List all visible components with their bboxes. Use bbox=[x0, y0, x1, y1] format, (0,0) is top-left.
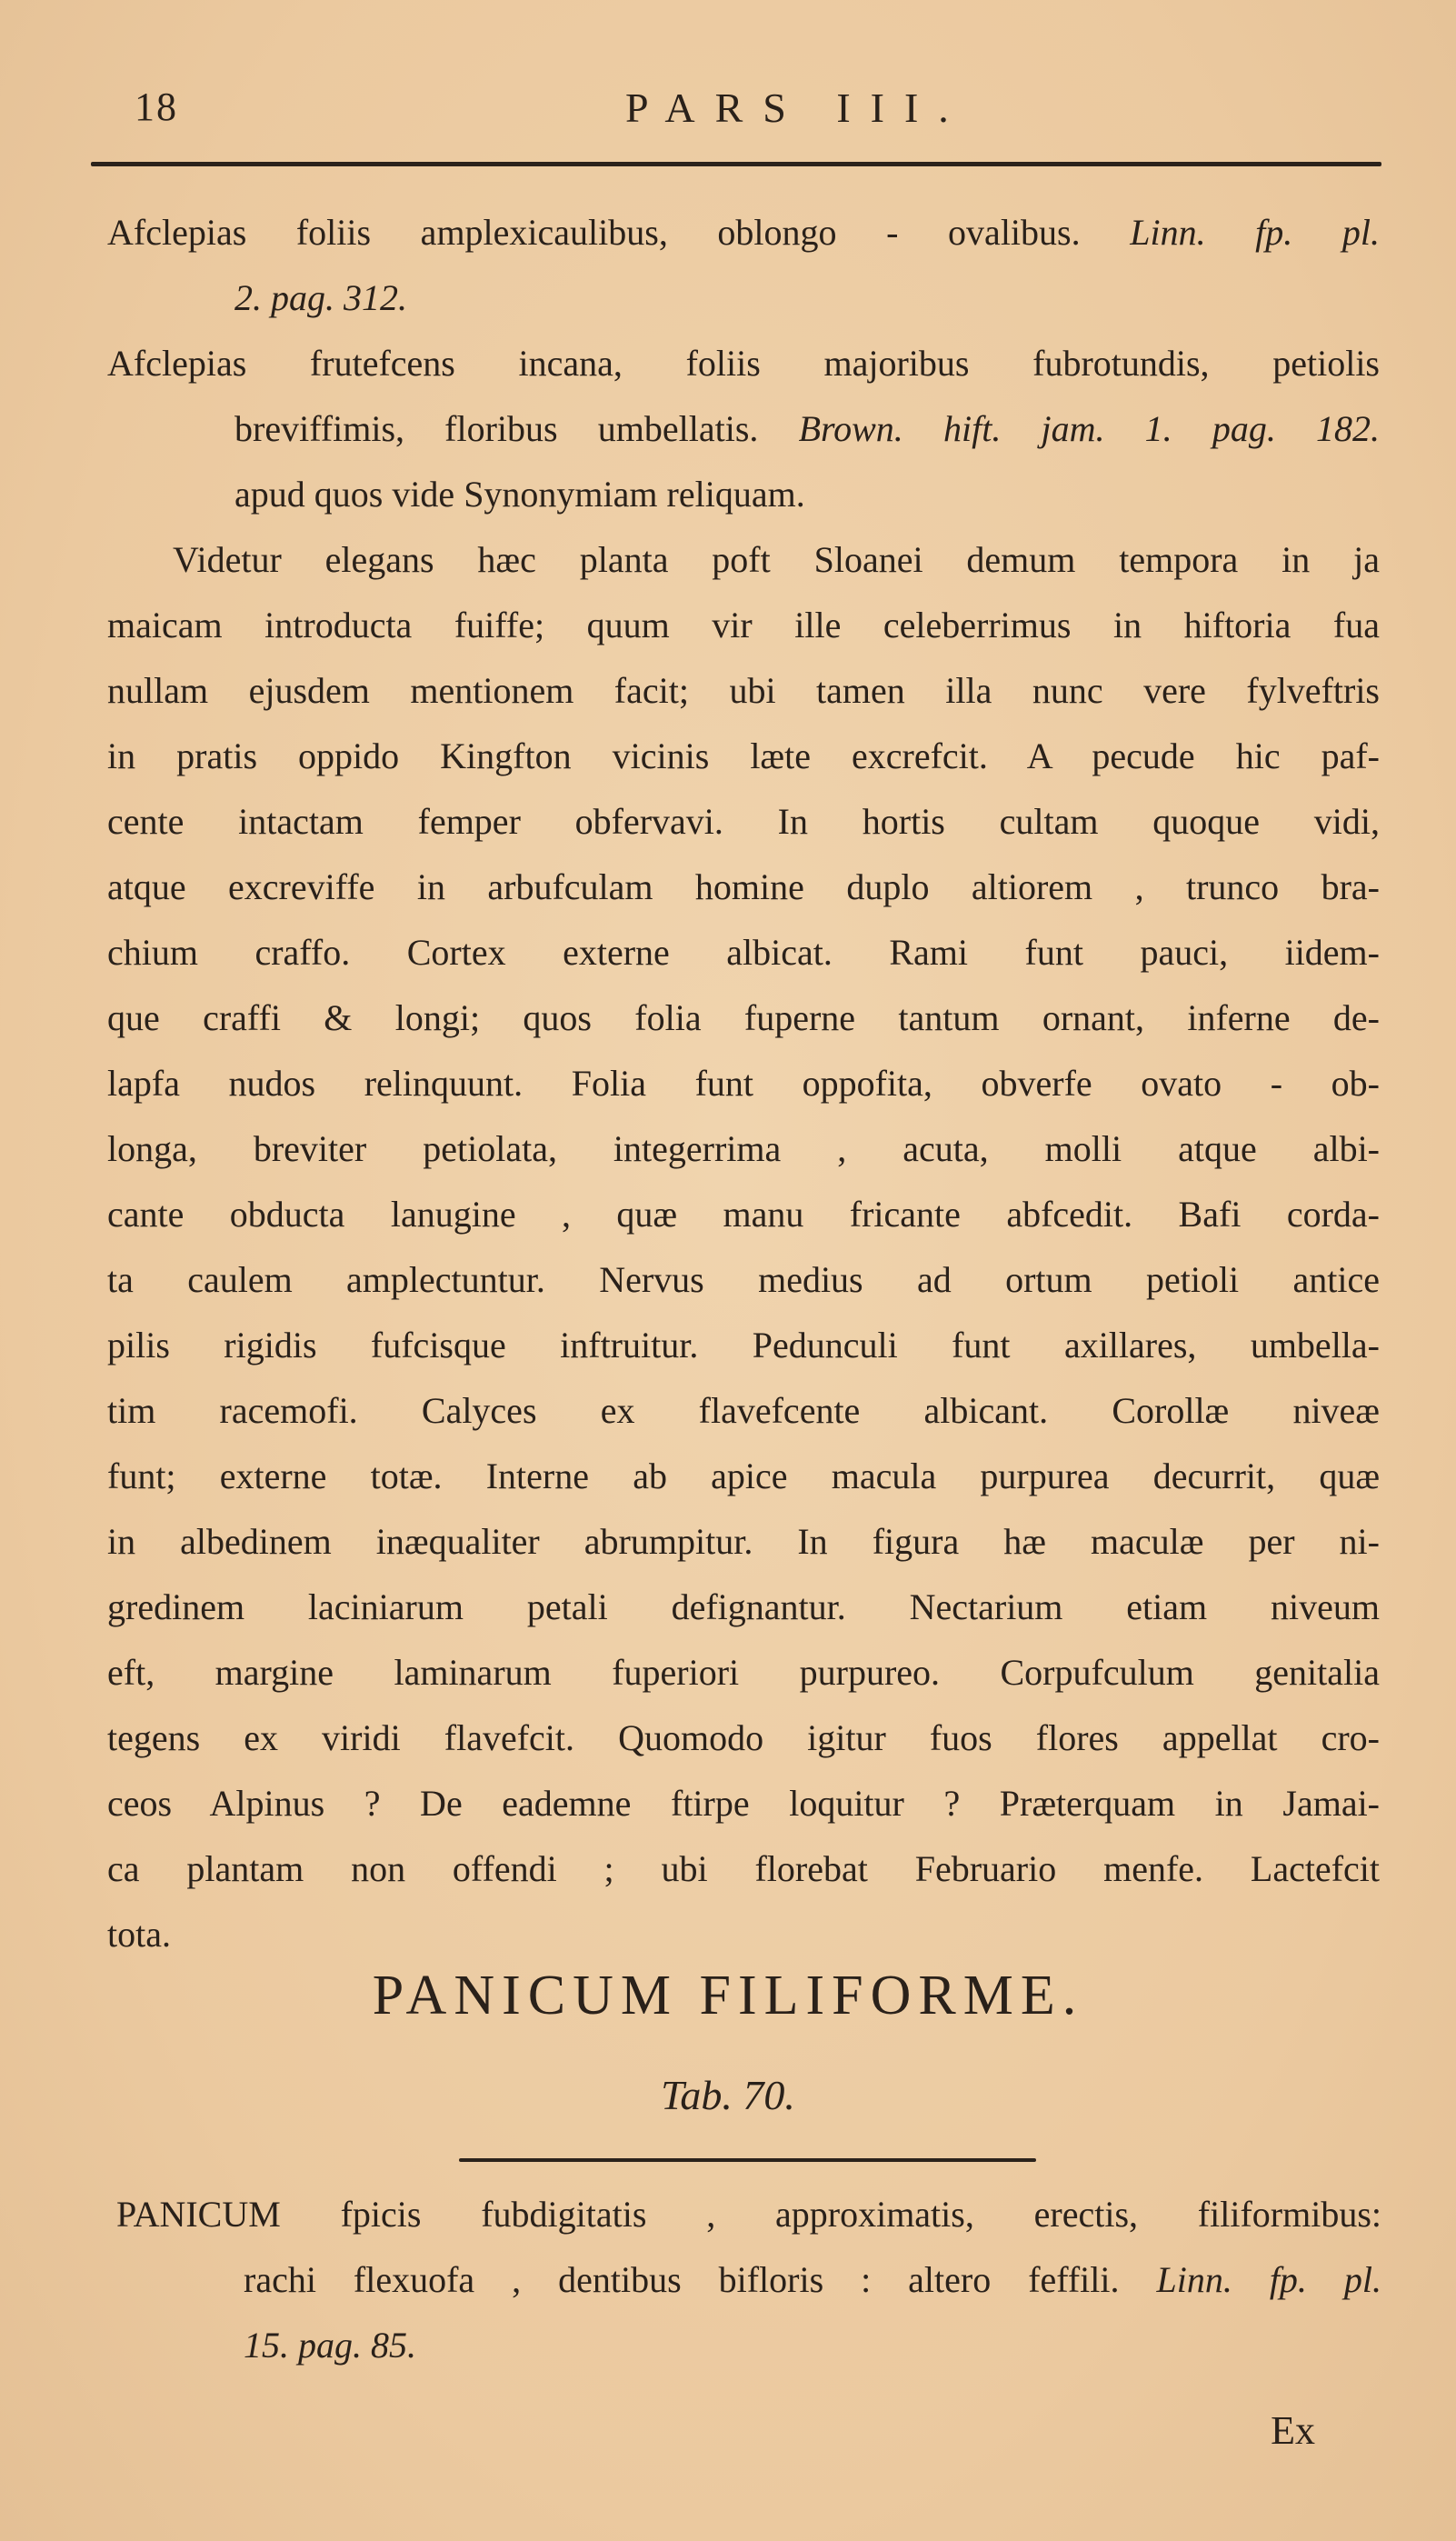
synonym-text: breviffimis, floribus umbellatis. bbox=[234, 408, 759, 449]
panicum-entry bbox=[116, 2182, 1381, 2378]
catchword: Ex bbox=[1271, 2408, 1315, 2453]
description-line: maicam introducta fuiffe; quum vir ille celeberrimus in hiftoria fua bbox=[107, 605, 1380, 645]
synonym-reference: Linn. fp. pl. bbox=[1130, 212, 1380, 253]
page-header bbox=[135, 84, 1381, 138]
synonym-line bbox=[107, 396, 1380, 462]
description-line: funt; externe totæ. Interne ab apice macula purpurea decurrit, quæ bbox=[107, 1456, 1380, 1496]
description-line: nullam ejusdem mentionem facit; ubi tamen illa nunc vere fylveftris bbox=[107, 670, 1380, 711]
description-line: pilis rigidis fufcisque inftruitur. Pedunculi funt axillares, umbella- bbox=[107, 1325, 1380, 1366]
section-rule bbox=[459, 2158, 1036, 2162]
panicum-text: rachi flexuofa , dentibus bifloris : altero feffili. bbox=[244, 2259, 1120, 2300]
synonym-text: Afclepias frutefcens incana, foliis majoribus fubrotundis, petiolis bbox=[107, 343, 1380, 384]
panicum-line bbox=[116, 2247, 1381, 2313]
synonym-reference: Brown. hift. jam. 1. pag. 182. bbox=[798, 408, 1380, 449]
description-line: atque excreviffe in arbufculam homine duplo altiorem , trunco bra- bbox=[107, 866, 1380, 907]
synonym-line bbox=[107, 265, 1380, 331]
header-rule bbox=[91, 162, 1381, 166]
synonym-line bbox=[107, 200, 1380, 265]
panicum-text: PANICUM fpicis fubdigitatis , approximatis, erectis, filiformibus: bbox=[116, 2194, 1381, 2235]
description-line: longa, breviter petiolata, integerrima , acuta, molli atque albi- bbox=[107, 1128, 1380, 1169]
plate-reference: Tab. 70. bbox=[661, 2072, 795, 2118]
description-line: que craffi & longi; quos folia fuperne tantum ornant, inferne de- bbox=[107, 997, 1380, 1038]
description-line: Videtur elegans hæc planta poft Sloanei demum tempora in ja bbox=[173, 539, 1380, 580]
panicum-line bbox=[116, 2313, 1381, 2378]
synonym-line bbox=[107, 462, 1380, 527]
synonym-reference: 2. pag. 312. bbox=[234, 277, 407, 318]
description-line: tim racemofi. Calyces ex flavefcente albicant. Corollæ niveæ bbox=[107, 1390, 1380, 1431]
description-line: lapfa nudos relinquunt. Folia funt oppofita, obverfe ovato - ob- bbox=[107, 1063, 1380, 1104]
synonym-text: apud quos vide Synonymiam reliquam. bbox=[234, 474, 805, 515]
description-line: tegens ex viridi flavefcit. Quomodo igitur fuos flores appellat cro- bbox=[107, 1717, 1380, 1758]
running-head: PARS III. bbox=[625, 85, 969, 131]
description-line: ta caulem amplectuntur. Nervus medius ad ortum petioli antice bbox=[107, 1259, 1380, 1300]
section-title: PANICUM FILIFORME. bbox=[372, 1965, 1084, 2026]
description-line: cante obducta lanugine , quæ manu fricante abfcedit. Bafi corda- bbox=[107, 1194, 1380, 1235]
description-line: in albedinem inæqualiter abrumpitur. In figura hæ maculæ per ni- bbox=[107, 1521, 1380, 1562]
synonym-text: Afclepias foliis amplexicaulibus, oblongo - ovalibus. bbox=[107, 212, 1081, 253]
panicum-reference: Linn. fp. pl. bbox=[1156, 2259, 1381, 2300]
description-line: gredinem laciniarum petali defignantur. Nectarium etiam niveum bbox=[107, 1586, 1380, 1627]
description-line: cente intactam femper obfervavi. In hortis cultam quoque vidi, bbox=[107, 801, 1380, 842]
description-line: tota. bbox=[107, 1914, 171, 1955]
description-line: eft, margine laminarum fuperiori purpureo. Corpufculum genitalia bbox=[107, 1652, 1380, 1693]
panicum-reference: 15. pag. 85. bbox=[244, 2325, 416, 2366]
description-line: ceos Alpinus ? De eademne ftirpe loquitur ? Præterquam in Jamai- bbox=[107, 1783, 1380, 1824]
panicum-line bbox=[116, 2182, 1381, 2247]
description-line: chium craffo. Cortex externe albicat. Rami funt pauci, iidem- bbox=[107, 932, 1380, 973]
main-text bbox=[107, 200, 1380, 1967]
synonym-line bbox=[107, 331, 1380, 396]
description-line: in pratis oppido Kingfton vicinis læte excrefcit. A pecude hic paf- bbox=[107, 735, 1380, 776]
page-number: 18 bbox=[135, 85, 178, 129]
description-line: ca plantam non offendi ; ubi florebat Februario menfe. Lactefcit bbox=[107, 1848, 1380, 1889]
